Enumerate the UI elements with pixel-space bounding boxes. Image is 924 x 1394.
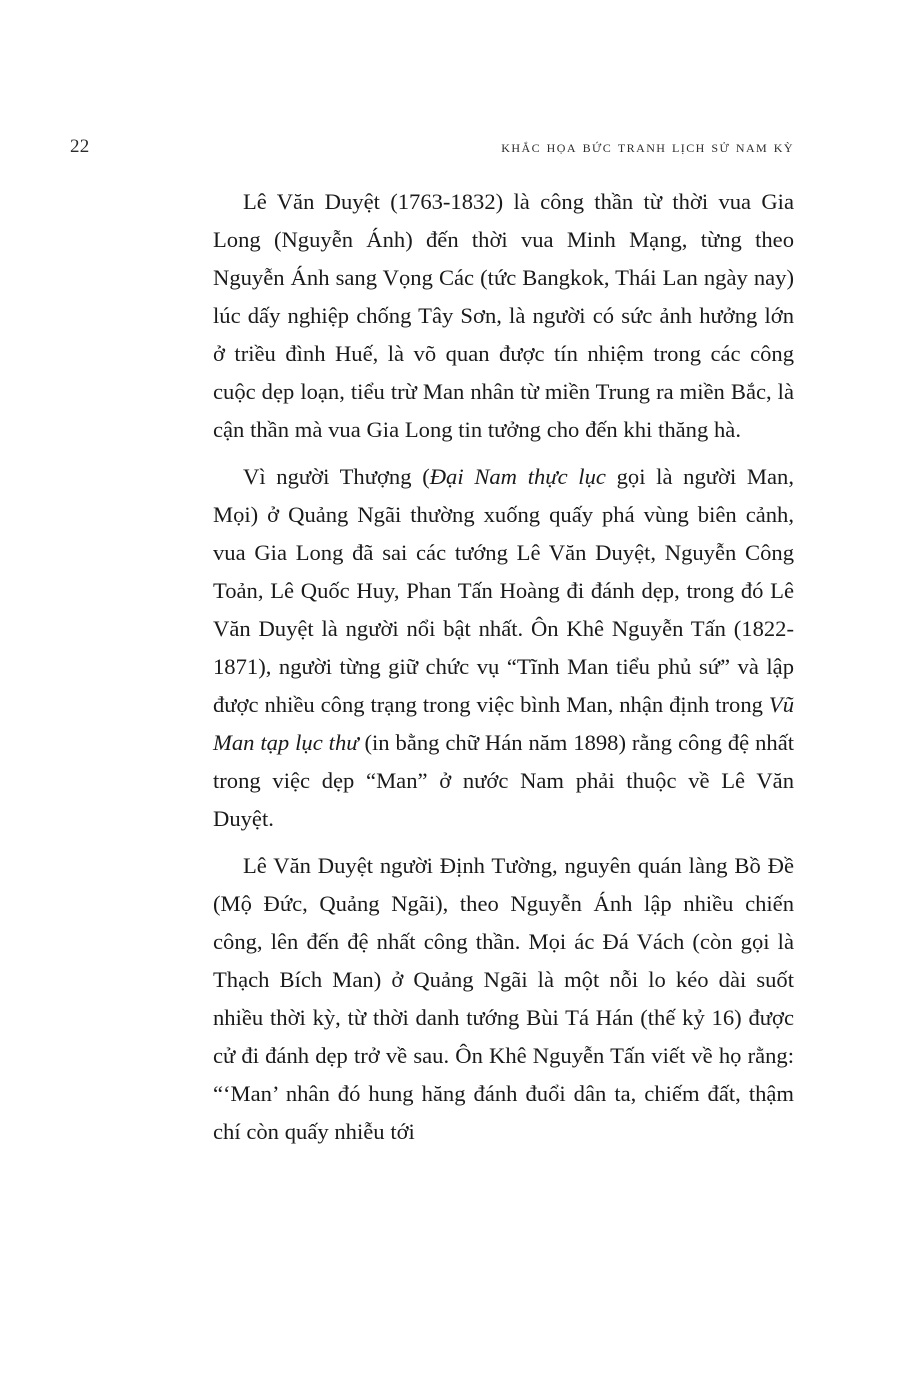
running-head-title: khắc họa bức tranh lịch sử nam kỳ bbox=[501, 137, 794, 156]
paragraph bbox=[213, 183, 794, 449]
paragraph bbox=[213, 458, 794, 838]
text-run: Vì người Thượng ( bbox=[243, 464, 430, 489]
text-run: Lê Văn Duyệt (1763-1832) là công thần từ thời vua Gia Long (Nguyễn Ánh) đến thời vua Minh Mạng, từng theo Nguyễn Ánh sang Vọng Các (tức Bangkok, Thái Lan ngày nay) lúc dấy nghiệp chống Tây Sơn, là người có sức ảnh hưởng lớn ở triều đình Huế, là võ quan được tín nhiệm trong các công cuộc dẹp loạn, tiểu trừ Man nhân từ miền Trung ra miền Bắc, là cận thần mà vua Gia Long tin tưởng cho đến khi thăng hà. bbox=[213, 189, 794, 442]
italic-title: Đại Nam thực lục bbox=[429, 464, 606, 489]
text-run: gọi là người Man, Mọi) ở Quảng Ngãi thường xuống quấy phá vùng biên cảnh, vua Gia Long đã sai các tướng Lê Văn Duyệt, Nguyễn Công Toản, Lê Quốc Huy, Phan Tấn Hoàng đi đánh dẹp, trong đó Lê Văn Duyệt là người nổi bật nhất. Ôn Khê Nguyễn Tấn (1822-1871), người từng giữ chức vụ “Tĩnh Man tiểu phủ sứ” và lập được nhiều công trạng trong việc bình Man, nhận định trong bbox=[213, 464, 794, 717]
page-number: 22 bbox=[70, 136, 90, 157]
paragraph bbox=[213, 847, 794, 1151]
running-head bbox=[70, 137, 794, 163]
body-text bbox=[213, 183, 794, 1151]
italic-title: Vũ Man tạp lục thư bbox=[213, 692, 794, 755]
text-run: Lê Văn Duyệt người Định Tường, nguyên quán làng Bồ Đề (Mộ Đức, Quảng Ngãi), theo Nguyễn Ánh lập nhiều chiến công, lên đến đệ nhất công thần. Mọi ác Đá Vách (còn gọi là Thạch Bích Man) ở Quảng Ngãi là một nỗi lo kéo dài suốt nhiều thời kỳ, từ thời danh tướng Bùi Tá Hán (thế kỷ 16) được cử đi đánh dẹp trở về sau. Ôn Khê Nguyễn Tấn viết về họ rằng: “‘Man’ nhân đó hung hăng đánh đuổi dân ta, chiếm đất, thậm chí còn quấy nhiễu tới bbox=[213, 853, 794, 1144]
text-run: (in bằng chữ Hán năm 1898) rằng công đệ nhất trong việc dẹp “Man” ở nước Nam phải thuộc về Lê Văn Duyệt. bbox=[213, 730, 794, 831]
